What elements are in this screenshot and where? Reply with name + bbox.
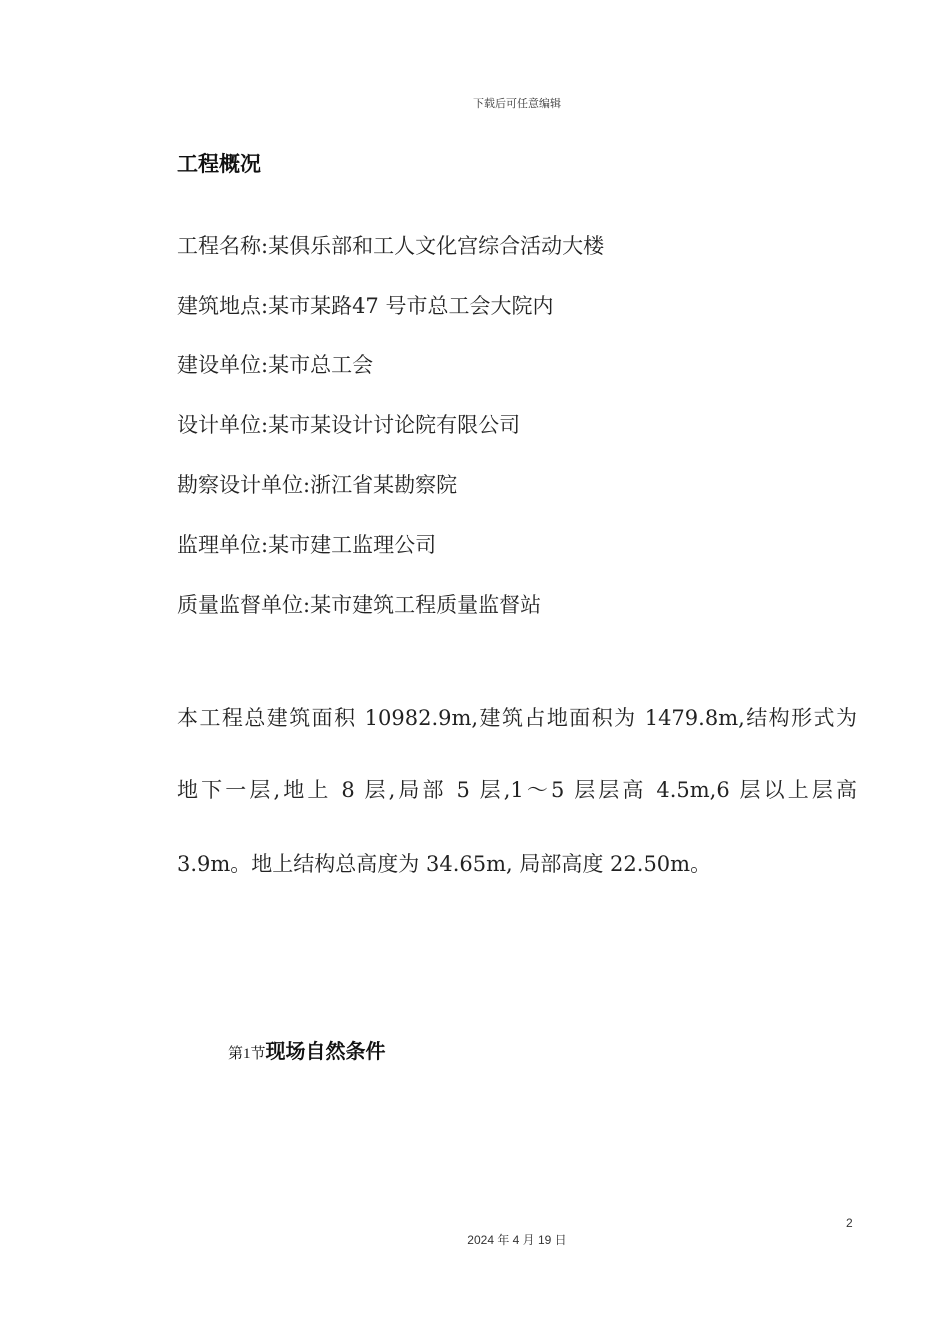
paragraph-line: 本工程总建筑面积 10982.9m,建筑占地面积为 1479.8m,结构形式为 — [177, 706, 857, 730]
page-number: 2 — [846, 1216, 853, 1230]
section-title: 工程概况 — [177, 152, 261, 176]
sub-heading-title: 现场自然条件 — [265, 1039, 386, 1063]
info-location: 建筑地点:某市某路47 号市总工会大院内 — [177, 294, 554, 318]
info-supervisor: 监理单位:某市建工监理公司 — [177, 533, 437, 557]
page-header: 下载后可任意编辑 — [473, 97, 561, 110]
info-designer: 设计单位:某市某设计讨论院有限公司 — [177, 413, 521, 437]
info-project-name: 工程名称:某俱乐部和工人文化宫综合活动大楼 — [177, 234, 605, 258]
info-quality: 质量监督单位:某市建筑工程质量监督站 — [177, 593, 542, 617]
sub-heading-number: 第1节 — [228, 1046, 266, 1062]
footer-date: 2024 年 4 月 19 日 — [467, 1233, 567, 1247]
info-survey: 勘察设计单位:浙江省某勘察院 — [177, 473, 458, 497]
sub-heading — [228, 1035, 386, 1064]
info-owner: 建设单位:某市总工会 — [177, 353, 374, 377]
paragraph-line: 地下一层,地上 8 层,局部 5 层,1～5 层层高 4.5m,6 层以上层高 — [177, 778, 857, 802]
paragraph-line: 3.9m。地上结构总高度为 34.65m, 局部高度 22.50m。 — [177, 852, 712, 876]
